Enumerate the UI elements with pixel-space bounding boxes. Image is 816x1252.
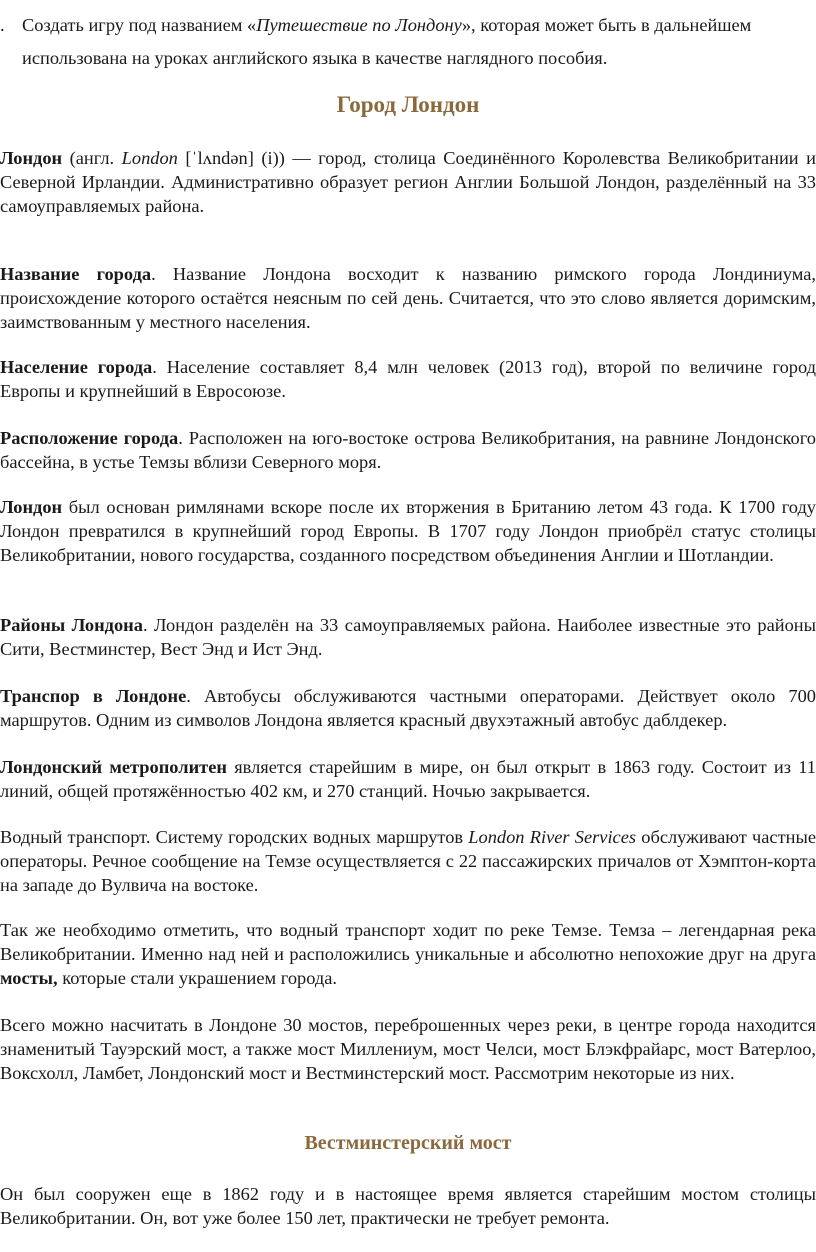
list-bullet: .: [0, 15, 5, 35]
paragraph-bridges: [0, 1013, 816, 1085]
term: Лондон: [0, 148, 63, 168]
text: Так же необходимо отметить, что водный транспорт ходит по реке Темзе. Темза – легендарная река Великобритании. Именно над ней и расположились уникальные и абсолютно непохожие друг на друга: [0, 920, 816, 964]
paragraph-water-transport: [0, 825, 816, 897]
heading-westminster-bridge: Вестминстерский мост: [304, 1132, 512, 1154]
term: Расположение города: [0, 428, 179, 448]
text: Всего можно насчитать в Лондоне 30 мостов, переброшенных через реки, в центре города находится знаменитый Тауэрский мост, а также мост Миллениум, мост Челси, мост Блэкфрайарс, мост Ватерлоо, Воксхолл, Ламбет, Лондонский мост и Вестминстерский мост. Рассмотрим некоторые из них.: [0, 1015, 816, 1083]
heading-city: Город Лондон: [336, 92, 480, 117]
term: Районы Лондона: [0, 615, 143, 635]
paragraph-transport: [0, 684, 816, 732]
text: Он был сооружен еще в 1862 году и в настоящее время является старейшим мостом столицы Великобритании. Он, вот уже более 150 лет, практически не требует ремонта.: [0, 1184, 816, 1228]
text: которые стали украшением города.: [57, 968, 338, 988]
text: [ˈlʌndən] (i)) — город, столица Соединённого Королевства Великобритании и Северной Ирландии. Административно образует регион Англии Большой Лондон, разделённый на 33 самоуправляемых района.: [0, 148, 816, 216]
paragraph-population: [0, 355, 816, 403]
term: Лондонский метрополитен: [0, 757, 227, 777]
intro-text: Создать игру под названием «: [22, 15, 257, 35]
text: . Расположен на юго-востоке острова Великобритания, на равнине Лондонского бассейна, в устье Темзы вблизи Северного моря.: [0, 428, 816, 472]
term: мосты,: [0, 968, 58, 988]
intro-task: [0, 9, 816, 75]
term: Транспор в Лондоне: [0, 686, 187, 706]
term: Лондон: [0, 497, 63, 517]
paragraph-history: [0, 495, 816, 567]
text: . Название Лондона восходит к названию римского города Лондиниума, происхождение которого остаётся неясным по сей день. Считается, что это слово является доримским, заимствованным у местного населения.: [0, 264, 816, 332]
text: является старейшим в мире, он был открыт в 1863 году. Состоит из 11 линий, общей протяжённостью 402 км, и 270 станций. Ночью закрывается.: [0, 757, 816, 801]
paragraph-thames: [0, 918, 816, 990]
paragraph-city-name: [0, 262, 816, 334]
paragraph-districts: [0, 613, 816, 661]
term-english: London: [121, 148, 178, 168]
paragraph-westminster: [0, 1182, 816, 1230]
text: . Автобусы обслуживаются частными операторами. Действует около 700 маршрутов. Одним из символов Лондона является красный двухэтажный автобус даблдекер.: [0, 686, 816, 730]
intro-line-2: использована на уроках английского языка в качестве наглядного пособия.: [22, 48, 608, 68]
text: Водный транспорт. Систему городских водных маршрутов: [0, 827, 469, 847]
text: . Лондон разделён на 33 самоуправляемых района. Наиболее известные это районы Сити, Вестминстер, Вест Энд и Ист Энд.: [0, 615, 816, 659]
term: Население города: [0, 357, 153, 377]
paragraph-location: [0, 426, 816, 474]
paragraph-metro: [0, 755, 816, 803]
text: обслуживают частные операторы. Речное сообщение на Темзе осуществляется с 22 пассажирских причалов от Хэмптон-корта на западе до Вулвича на востоке.: [0, 827, 816, 895]
text: . Население составляет 8,4 млн человек (2013 год), второй по величине город Европы и крупнейший в Евросоюзе.: [0, 357, 816, 401]
paragraph-london-intro: [0, 146, 816, 218]
intro-text-cont: », которая может быть в дальнейшем: [461, 15, 752, 35]
text: (англ.: [62, 148, 122, 168]
text: был основан римлянами вскоре после их вторжения в Британию летом 43 года. К 1700 году Лондон превратился в крупнейший город Европы. В 1707 году Лондон приобрёл статус столицы Великобритании, нового государства, созданного посредством объединения Англии и Шотландии.: [0, 497, 816, 565]
game-title: Путешествие по Лондону: [256, 15, 462, 35]
term: Название города: [0, 264, 152, 284]
service-name: London River Services: [468, 827, 637, 847]
